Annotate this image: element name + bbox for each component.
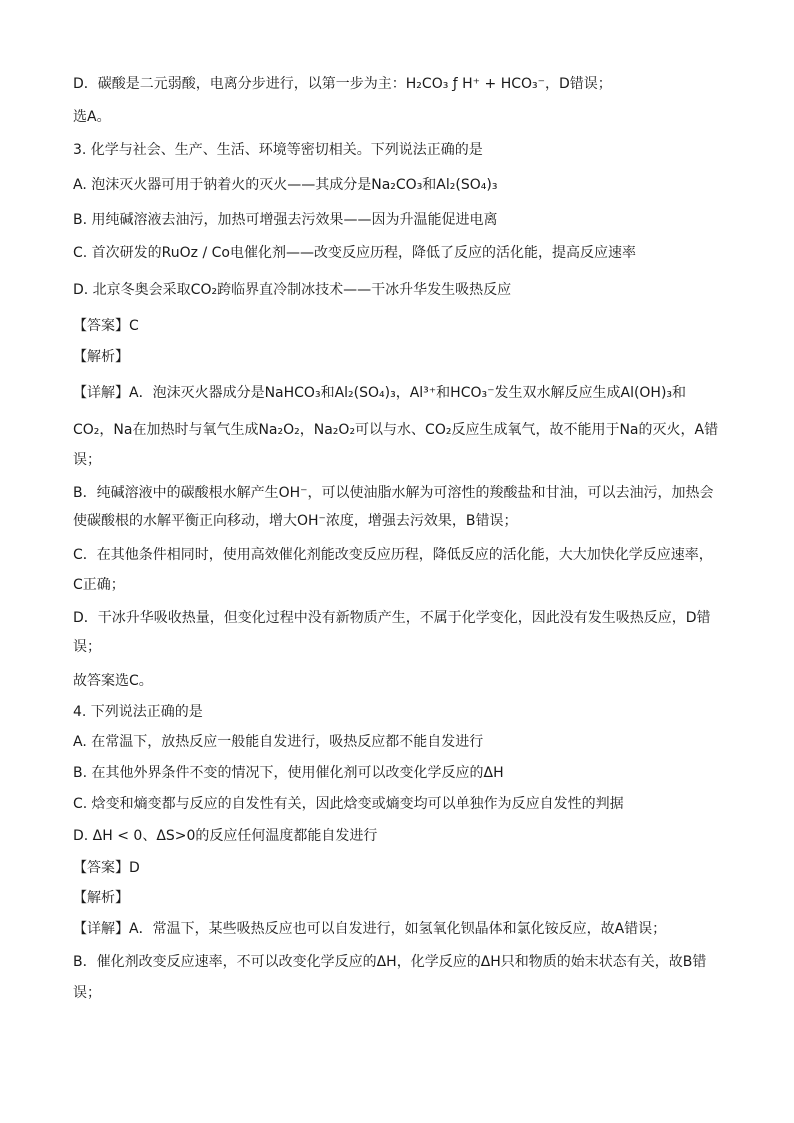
option-c: C. 首次研发的RuOz / Co电催化剂——改变反应历程，降低了反应的活化能，提高反应速率 <box>73 245 636 261</box>
option-a: A. 泡沫灭火器可用于钠着火的灭火——其成分是Na₂CO₃和Al₂(SO₄)₃ <box>73 177 498 193</box>
explanation-line: 【详解】A．泡沫灭火器成分是NaHCO₃和Al₂(SO₄)₃，Al³⁺和HCO₃⁻发生双水解反应生成Al(OH)₃和 <box>73 385 687 401</box>
explanation-line: B．纯碱溶液中的碳酸根水解产生OH⁻，可以使油脂水解为可溶性的羧酸盐和甘油，可以去油污，加热会 <box>73 485 714 501</box>
explanation-line: 【详解】A．常温下，某些吸热反应也可以自发进行，如氢氧化钡晶体和氯化铵反应，故A错误； <box>73 921 667 937</box>
option-b: B. 在其他外界条件不变的情况下，使用催化剂可以改变化学反应的ΔH <box>73 765 504 781</box>
option-d: D. 北京冬奥会采取CO₂跨临界直冷制冰技术——干冰升华发生吸热反应 <box>73 282 512 298</box>
option-d: D. ΔH < 0、ΔS>0的反应任何温度都能自发进行 <box>73 828 378 844</box>
option-b: B. 用纯碱溶液去油污，加热可增强去污效果——因为升温能促进电离 <box>73 212 498 228</box>
analysis-label: 【解析】 <box>73 349 129 365</box>
answer-label: 【答案】D <box>73 860 140 876</box>
option-a: A. 在常温下，放热反应一般能自发进行，吸热反应都不能自发进行 <box>73 734 484 750</box>
text-line: D．碳酸是二元弱酸，电离分步进行，以第一步为主：H₂CO₃ ƒ H⁺ + HCO₃⁻，D错误； <box>73 76 612 92</box>
explanation-line: B．催化剂改变反应速率，不可以改变化学反应的ΔH，化学反应的ΔH只和物质的始末状态有关，故B错 <box>73 954 707 970</box>
question-4-stem: 4. 下列说法正确的是 <box>73 704 203 720</box>
question-3-stem: 3. 化学与社会、生产、生活、环境等密切相关。下列说法正确的是 <box>73 142 483 158</box>
text-line: 选A。 <box>73 109 111 125</box>
option-c: C. 焓变和熵变都与反应的自发性有关，因此焓变或熵变均可以单独作为反应自发性的判据 <box>73 796 624 812</box>
analysis-label: 【解析】 <box>73 890 129 906</box>
explanation-line: CO₂，Na在加热时与氧气生成Na₂O₂，Na₂O₂可以与水、CO₂反应生成氧气，故不能用于Na的灭火，A错 <box>73 422 719 438</box>
conclusion-line: 故答案选C。 <box>73 673 153 689</box>
explanation-line: 误； <box>73 639 101 655</box>
explanation-line: C．在其他条件相同时，使用高效催化剂能改变反应历程，降低反应的活化能，大大加快化学反应速率， <box>73 547 713 563</box>
explanation-line: C正确； <box>73 577 125 593</box>
explanation-line: 误； <box>73 985 101 1001</box>
explanation-line: D．干冰升华吸收热量，但变化过程中没有新物质产生，不属于化学变化，因此没有发生吸热反应，D错 <box>73 610 711 626</box>
explanation-line: 使碳酸根的水解平衡正向移动，增大OH⁻浓度，增强去污效果，B错误； <box>73 513 518 529</box>
explanation-line: 误； <box>73 452 101 468</box>
answer-label: 【答案】C <box>73 318 139 334</box>
